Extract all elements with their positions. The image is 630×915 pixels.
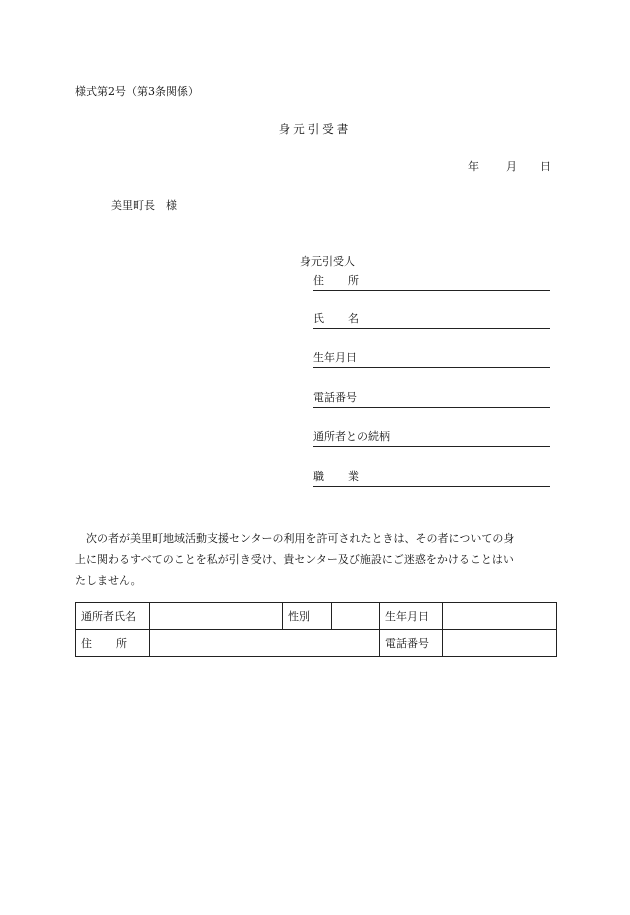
statement-line: 次の者が美里町地域活動支援センターの利用を許可されたときは、その者についての身 <box>75 532 515 545</box>
table-row <box>76 630 557 657</box>
phone-field[interactable] <box>313 393 550 408</box>
address-field[interactable] <box>313 276 550 291</box>
relationship-field[interactable] <box>313 432 550 447</box>
relationship-label: 通所者との続柄 <box>313 430 390 443</box>
occupation-field[interactable] <box>313 472 550 487</box>
date-month-label: 月 <box>506 160 517 173</box>
phone-cell[interactable] <box>443 630 557 657</box>
gender-label: 性別 <box>283 603 332 630</box>
table-row <box>76 603 557 630</box>
date-year-label: 年 <box>468 160 479 173</box>
statement-line: 上に関わるすべてのことを私が引き受け、貴センター及び施設にご迷惑をかけることはい <box>75 553 514 566</box>
user-name-cell[interactable] <box>150 603 283 630</box>
date-day-label: 日 <box>540 160 551 173</box>
statement-text <box>75 528 557 591</box>
user-address-label: 住所 <box>76 630 150 657</box>
name-label: 氏名 <box>313 312 383 325</box>
user-address-cell[interactable] <box>150 630 380 657</box>
user-name-label: 通所者氏名 <box>76 603 150 630</box>
phone-label: 電話番号 <box>313 391 357 404</box>
birthdate-label: 生年月日 <box>313 351 357 364</box>
birthdate-label-cell: 生年月日 <box>380 603 443 630</box>
addressee: 美里町長 様 <box>111 199 177 212</box>
document-title: 身元引受書 <box>278 122 352 136</box>
occupation-label: 職業 <box>313 470 383 483</box>
gender-cell[interactable] <box>332 603 380 630</box>
address-label: 住所 <box>313 274 383 287</box>
form-number: 様式第2号（第3条関係） <box>75 85 199 98</box>
guarantor-heading: 身元引受人 <box>300 255 355 268</box>
birthdate-cell[interactable] <box>443 603 557 630</box>
name-field[interactable] <box>313 314 550 329</box>
birthdate-field[interactable] <box>313 353 550 368</box>
user-info-table <box>75 602 557 657</box>
phone-label-cell: 電話番号 <box>380 630 443 657</box>
statement-line: たしません。 <box>75 574 142 587</box>
